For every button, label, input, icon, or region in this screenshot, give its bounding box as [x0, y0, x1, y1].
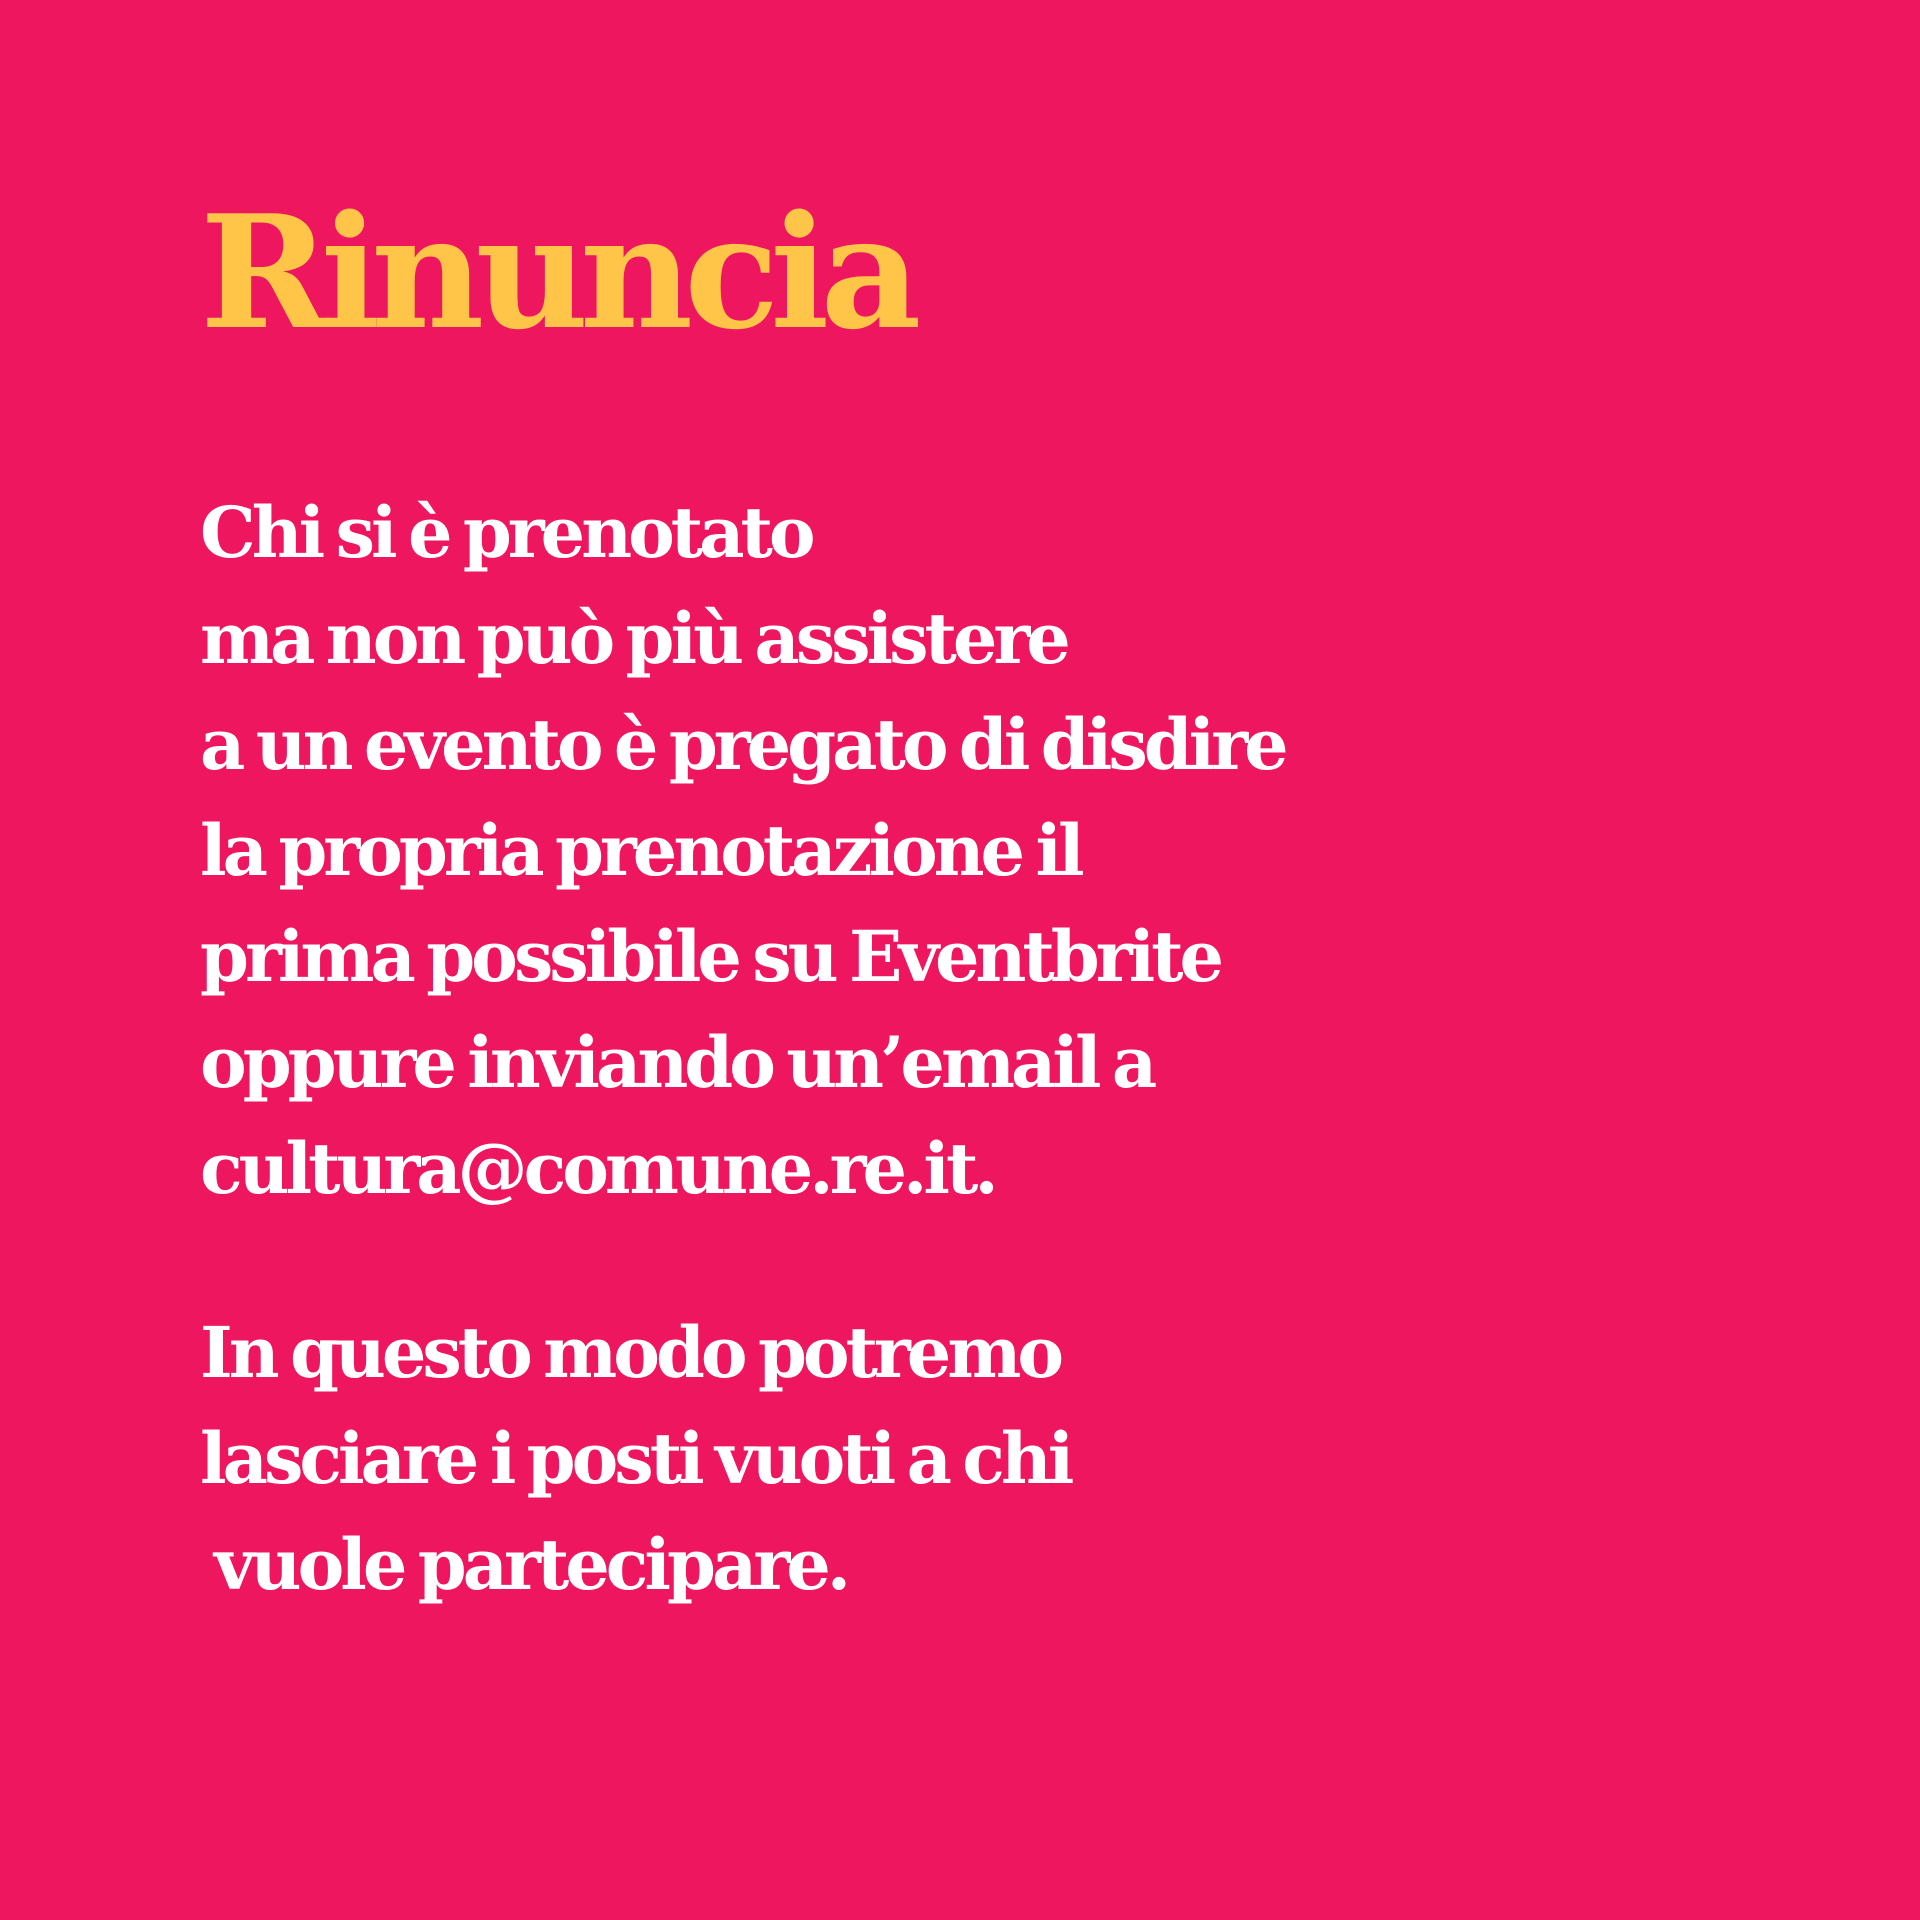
- email-address-line: cultura@comune.re.it.: [200, 1127, 995, 1210]
- text-line: Chi si è prenotato: [200, 491, 812, 574]
- text-line: In questo modo potremo: [200, 1311, 1061, 1394]
- text-line: oppure inviando un’email a: [200, 1021, 1154, 1104]
- text-line: la propria prenotazione il: [200, 809, 1081, 892]
- text-line: ma non può più assistere: [200, 597, 1067, 680]
- text-line: a un evento è pregato di disdire: [200, 703, 1285, 786]
- text-line: vuole partecipare.: [214, 1523, 848, 1606]
- text-line: lasciare i posti vuoti a chi: [200, 1417, 1071, 1500]
- page-title: Rinuncia: [200, 181, 913, 364]
- closing-note: [200, 1300, 1070, 1618]
- cancellation-instructions: [200, 480, 1285, 1222]
- text-line: prima possibile su Eventbrite: [200, 915, 1221, 998]
